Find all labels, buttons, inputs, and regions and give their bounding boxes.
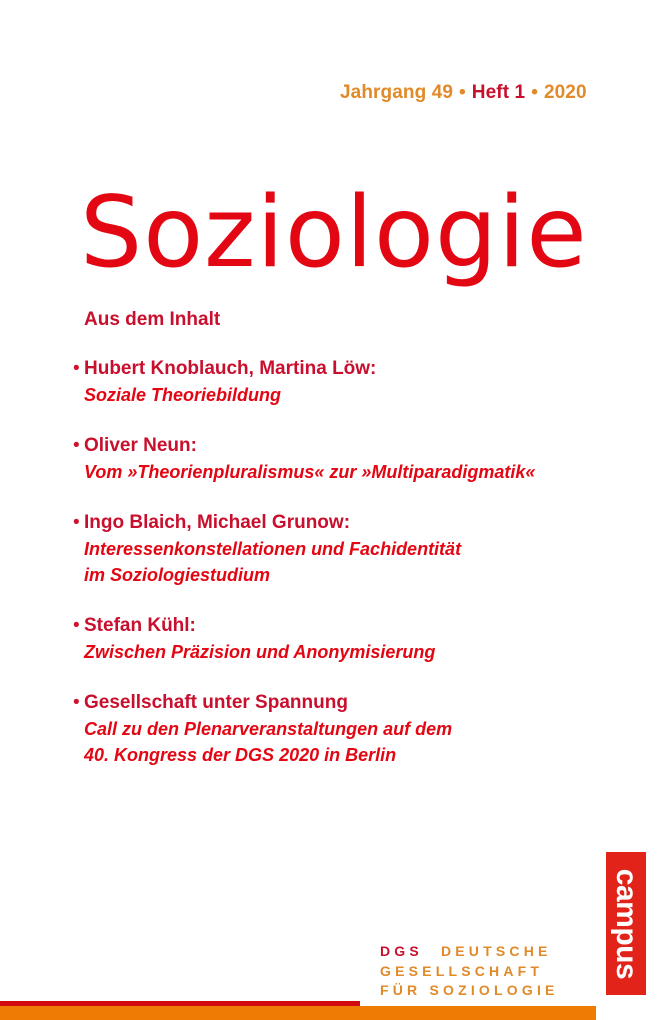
toc-article-title: Interessenkonstellationen und Fachidentität [84,539,462,559]
bullet-icon: • [73,615,80,636]
toc-author: Hubert Knoblauch, Martina Löw: [84,358,377,379]
bullet-icon: • [73,692,80,713]
toc-author: Stefan Kühl: [84,615,196,636]
toc-item [70,510,590,588]
bullet-icon: • [73,435,80,456]
toc-author: Oliver Neun: [84,435,197,456]
toc-article-title-cont: 40. Kongress der DGS 2020 in Berlin [84,745,397,765]
toc-item [70,356,590,408]
toc-article-title: Soziale Theoriebildung [84,385,282,405]
toc-heading: Aus dem Inhalt [84,309,221,330]
dgs-line-2: GESELLSCHAFT [380,962,544,979]
issue-year: 2020 [543,82,587,103]
separator-dot: • [459,82,466,103]
table-of-contents [70,356,590,793]
campus-publisher-logo [606,852,646,995]
toc-author: Ingo Blaich, Michael Grunow: [84,512,351,533]
orange-accent-bar [0,1006,596,1020]
toc-article-title: Vom »Theorienpluralismus« zur »Multiparadigmatik« [84,462,536,482]
volume-label: Jahrgang 49 [340,82,454,103]
issue-number: Heft 1 [471,82,526,103]
journal-title: Soziologie [80,175,588,290]
campus-logo-text: campus [610,868,644,979]
dgs-line-1 [380,942,559,962]
toc-item [70,433,590,485]
bullet-icon: • [73,358,80,379]
separator-dot: • [531,82,538,103]
toc-article-title-cont: im Soziologiestudium [84,565,271,585]
toc-article-title: Call zu den Plenarveranstaltungen auf dem [84,719,453,739]
issue-info [340,82,587,104]
toc-item [70,690,590,768]
dgs-line-3: FÜR SOZIOLOGIE [380,982,559,998]
dgs-logo [380,942,559,1001]
dgs-abbreviation: DGS [380,943,423,959]
toc-author: Gesellschaft unter Spannung [84,692,348,713]
dgs-word-deutsche: DEUTSCHE [440,943,552,959]
toc-article-title: Zwischen Präzision und Anonymisierung [84,642,436,662]
bullet-icon: • [73,512,80,533]
toc-item [70,613,590,665]
